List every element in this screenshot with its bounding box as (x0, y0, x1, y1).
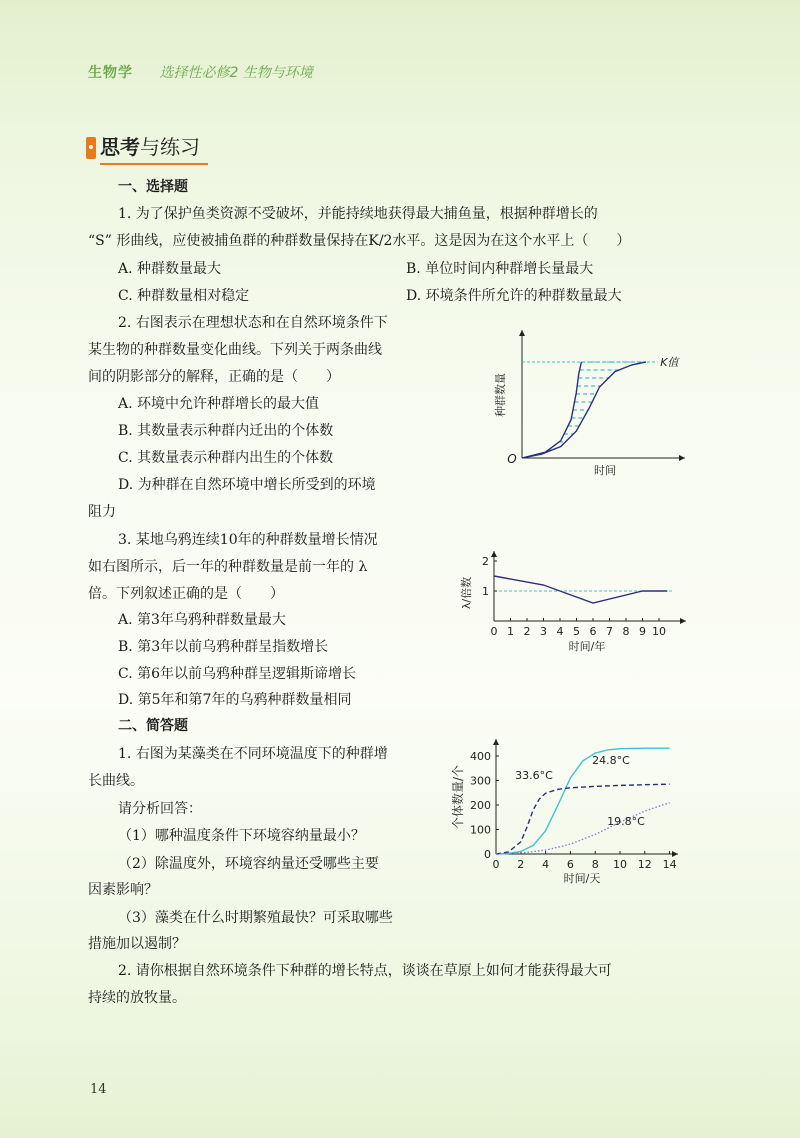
y-axis-label: λ/倍数 (460, 576, 473, 610)
p2q1-sub3: （3）藻类在什么时期繁殖最快？可采取哪些 (118, 910, 393, 926)
x-tick-label: 12 (637, 858, 652, 871)
q3-option-c: C. 第6年以前乌鸦种群呈逻辑斯谛增长 (118, 666, 357, 682)
p2q1-prompt: 请分析回答： (118, 801, 202, 817)
q2-option-c: C. 其数量表示种群内出生的个体数 (118, 450, 334, 466)
x-tick-label: 8 (622, 625, 630, 638)
x-tick-label: 14 (662, 858, 677, 871)
lambda-chart (462, 545, 692, 655)
growth-curve-chart (490, 325, 690, 475)
q1-option-c: C. 种群数量相对稳定 (118, 288, 250, 304)
x-axis-label: 时间 (594, 464, 616, 477)
x-axis-label: 时间/年 (568, 640, 606, 653)
x-tick-label: 1 (507, 625, 514, 638)
x-axis-label: 时间/天 (563, 872, 601, 885)
q3-option-a: A. 第3年乌鸦种群数量最大 (118, 612, 286, 628)
y-axis-arrow (493, 739, 499, 745)
y-tick-label: 2 (482, 555, 489, 568)
series-line-2 (496, 803, 670, 854)
q3-option-d: D. 第5年和第7年的乌鸦种群数量相同 (118, 692, 352, 708)
y-tick-label: 300 (470, 774, 491, 788)
y-tick-label: 100 (470, 823, 491, 837)
x-tick-label: 8 (591, 858, 599, 871)
p2q1-sub2-cont: 因素影响？ (88, 882, 158, 898)
y-axis-arrow (491, 551, 497, 557)
series-label-0: 24.8°C (592, 754, 630, 767)
x-axis-arrow (680, 618, 686, 624)
s-curve (522, 362, 646, 458)
p2q2-line2: 持续的放牧量。 (88, 990, 186, 1006)
book-title: 生物学 (88, 65, 133, 81)
lambda-line (494, 576, 667, 603)
series-label-2: 19.8°C (607, 815, 645, 828)
p2q1-sub3-cont: 措施加以遏制？ (88, 936, 186, 952)
p2q1-line2: 长曲线。 (88, 773, 144, 789)
q1-option-b: B. 单位时间内种群增长量最大 (406, 261, 594, 277)
q1-option-d: D. 环境条件所允许的种群数量最大 (406, 288, 622, 304)
x-tick-label: 4 (556, 625, 564, 638)
x-axis-arrow (679, 455, 685, 461)
x-tick-label: 5 (573, 625, 580, 638)
q2-line2: 某生物的种群数量变化曲线。下列关于两条曲线 (88, 342, 382, 358)
y-tick-label: 400 (470, 750, 491, 763)
q1-line1: 1. 为了保护鱼类资源不受破坏，并能持续地获得最大捕鱼量，根据种群增长的 (118, 206, 598, 222)
q2-option-d: D. 为种群在自然环境中增长所受到的环境 (118, 477, 376, 493)
p2q1-sub2: （2）除温度外，环境容纳量还受哪些主要 (118, 856, 379, 872)
section-title-bold: 思考 (100, 135, 140, 159)
q2-option-d-cont: 阻力 (88, 504, 116, 520)
x-tick-label: 9 (639, 625, 646, 638)
origin-label: O (507, 452, 517, 466)
q2-line1: 2. 右图表示在理想状态和在自然环境条件下 (118, 315, 388, 331)
key-icon (86, 137, 96, 159)
j-curve (522, 362, 581, 458)
q3-line2: 如右图所示，后一年的种群数量是前一年的 λ (88, 559, 368, 575)
q1-line2: “S” 形曲线，应使被捕鱼群的种群数量保持在K/2水平。这是因为在这个水平上（ ） (88, 233, 631, 249)
x-tick-label: 10 (652, 625, 666, 638)
q1-option-a: A. 种群数量最大 (118, 261, 222, 277)
q2-option-b: B. 其数量表示种群内迁出的个体数 (118, 423, 334, 439)
y-tick-label: 0 (484, 848, 491, 861)
x-tick-label: 0 (490, 625, 498, 638)
section-title (86, 131, 208, 165)
x-tick-label: 3 (540, 625, 547, 638)
x-axis-arrow (672, 851, 678, 857)
x-tick-label: 0 (492, 858, 500, 871)
part2-title: 二、简答题 (118, 718, 188, 734)
q3-line1: 3. 某地乌鸦连续10年的种群数量增长情况 (118, 532, 378, 548)
p2q1-sub1: （1）哪种温度条件下环境容纳量最小？ (118, 828, 365, 844)
y-tick-label: 1 (482, 585, 489, 598)
y-axis-label: 种群数量 (494, 373, 507, 417)
p2q2-line1: 2. 请你根据自然环境条件下种群的增长特点，谈谈在草原上如何才能获得最大可 (118, 963, 612, 979)
series-label-1: 33.6°C (515, 769, 553, 782)
x-tick-label: 6 (589, 625, 597, 638)
x-tick-label: 2 (517, 858, 525, 871)
q3-line3: 倍。下列叙述正确的是（ ） (88, 586, 284, 602)
p2q1-line1: 1. 右图为某藻类在不同环境温度下的种群增 (118, 746, 388, 762)
x-tick-label: 6 (566, 858, 574, 871)
x-tick-label: 7 (606, 625, 613, 638)
page-number: 14 (90, 1082, 107, 1097)
y-axis-label: 个体数量/个 (451, 764, 465, 830)
q3-option-b: B. 第3年以前乌鸦种群呈指数增长 (118, 639, 329, 655)
q2-option-a: A. 环境中允许种群增长的最大值 (118, 396, 320, 412)
algae-growth-chart (448, 737, 688, 887)
x-tick-label: 4 (542, 858, 550, 871)
y-axis-arrow (519, 330, 525, 336)
q2-line3: 间的阴影部分的解释，正确的是（ ） (88, 369, 340, 385)
volume-title: 选择性必修2 生物与环境 (159, 65, 313, 81)
y-tick-label: 200 (470, 799, 491, 812)
running-header (88, 62, 313, 82)
x-tick-label: 10 (613, 858, 627, 871)
x-tick-label: 2 (523, 625, 531, 638)
k-value-label: K值 (660, 356, 679, 369)
part1-title: 一、选择题 (118, 179, 188, 195)
section-title-rest: 与练习 (140, 135, 200, 159)
